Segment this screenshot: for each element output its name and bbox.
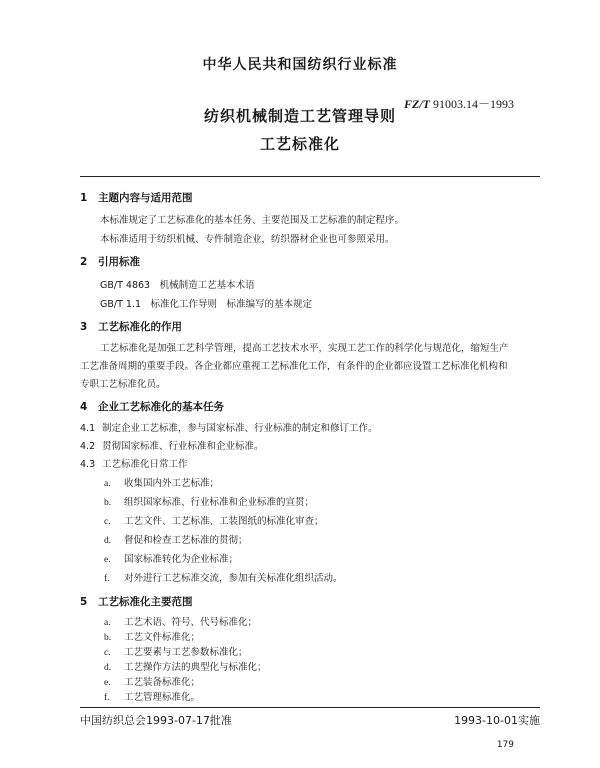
section-5-heading: 5 工艺标准化主要范围 (80, 596, 193, 608)
document-title: 纺织机械制造工艺管理导则 (203, 107, 396, 125)
page-number: 179 (496, 740, 514, 750)
approval-date: 中国纺织总会1993-07-17批准 (80, 714, 232, 727)
list-item: b. 工艺文件标准化； (104, 632, 201, 643)
document-subtitle: 工艺标准化 (259, 135, 340, 153)
list-item: e. 国家标准转化为企业标准； (104, 554, 239, 565)
footer-rule (80, 707, 540, 708)
list-item: e. 工艺装备标准化； (104, 677, 201, 688)
standard-code: FZ/T (404, 97, 430, 111)
clause-4-1: 4.1 制定企业工艺标准，参与国家标准、行业标准的制定和修订工作。 (80, 423, 378, 434)
list-item: a. 工艺术语、符号、代号标准化； (104, 617, 258, 628)
section-3-line-2: 工艺准备周期的重要手段。各企业都应重视工艺标准化工作，有条件的企业都应设置工艺标准化机构和 (80, 361, 508, 372)
list-item: d. 工艺操作方法的典型化与标准化； (104, 662, 267, 673)
section-1-para-1: 本标准规定了工艺标准化的基本任务、主要范围及工艺标准的制定程序。 (100, 215, 405, 226)
section-1-heading: 1 主题内容与适用范围 (80, 192, 193, 204)
section-2-heading: 2 引用标准 (80, 256, 140, 268)
reference-1: GB/T 4863 机械制造工艺基本术语 (100, 280, 255, 291)
issuing-organization: 中华人民共和国纺织行业标准 (202, 57, 398, 73)
reference-2: GB/T 1.1 标准化工作导则 标准编写的基本规定 (100, 299, 313, 310)
implementation-date: 1993-10-01实施 (454, 714, 540, 727)
standard-id: 91003.14－1993 (433, 97, 515, 111)
clause-4-2: 4.2 贯彻国家标准、行业标准和企业标准。 (80, 441, 264, 452)
list-item: c. 工艺文件、工艺标准、工装图纸的标准化审查； (104, 516, 324, 527)
list-item: b. 组织国家标准、行业标准和企业标准的宣贯； (104, 497, 315, 508)
section-3-line-3: 专职工艺标准化员。 (80, 379, 166, 390)
section-3-heading: 3 工艺标准化的作用 (80, 321, 182, 333)
clause-4-3: 4.3 工艺标准化日常工作 (80, 459, 188, 470)
header-rule (80, 176, 540, 177)
list-item: f. 对外进行工艺标准交流，参加有关标准化组织活动。 (104, 573, 343, 584)
list-item: d. 督促和检查工艺标准的贯彻； (104, 535, 248, 546)
section-4-heading: 4 企业工艺标准化的基本任务 (80, 401, 224, 413)
section-1-para-2: 本标准适用于纺织机械、专件制造企业，纺织器材企业也可参照采用。 (100, 234, 395, 245)
section-3-line-1: 工艺标准化是加强工艺科学管理，提高工艺技术水平，实现工艺工作的科学化与规范化，缩短生产 (100, 343, 509, 354)
list-item: c. 工艺要素与工艺参数标准化； (104, 647, 248, 658)
list-item: a. 收集国内外工艺标准； (104, 478, 220, 489)
list-item: f. 工艺管理标准化。 (104, 692, 201, 703)
